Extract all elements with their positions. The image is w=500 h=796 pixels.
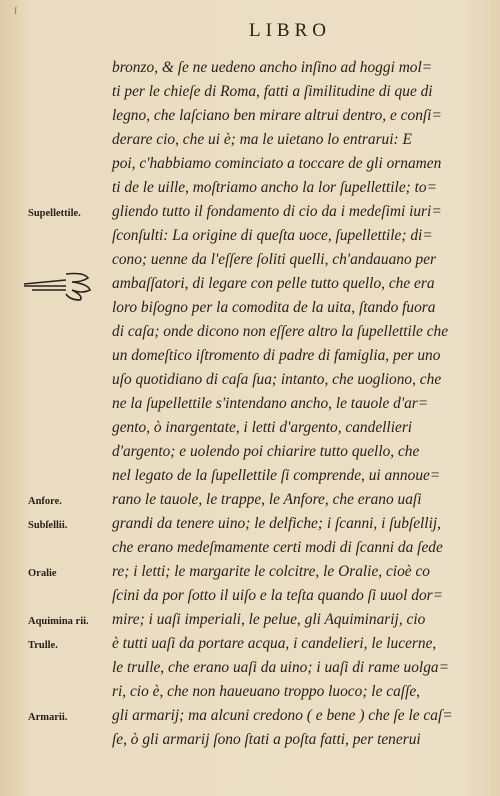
text-line: grandi da tenere uino; le delfiche; i ſcanni, i ſubſellij, xyxy=(112,515,441,532)
text-line: un domeſtico iſtromento di padre di famiglia, per uno xyxy=(112,347,441,364)
text-line: d'argento; e uolendo poi chiarire tutto quello, che xyxy=(112,443,420,460)
text-line: è tutti uaſi da portare acqua, i candelieri, le lucerne, xyxy=(112,635,437,652)
text-line: ſconſulti: La origine di queſta uoce, ſupellettile; di= xyxy=(112,227,433,244)
text-line: mire; i uaſi imperiali, le pelue, gli Aquiminarij, cio xyxy=(112,611,426,628)
text-line: le trulle, che erano uaſi da uino; i uaſi di rame uolga= xyxy=(112,659,449,676)
text-line: ti per le chieſe di Roma, fatti a ſimilitudine di que di xyxy=(112,83,433,100)
running-header: LIBRO xyxy=(249,20,331,41)
corner-mark: f xyxy=(14,6,18,17)
text-line: ti de le uille, moſtriamo ancho la lor ſupellettile; to= xyxy=(112,179,437,196)
text-line: loro biſogno per la comodita de la uita, ſtando fuora xyxy=(112,299,436,316)
text-line: gliendo tutto il fondamento di cio da i medeſimi iuri= xyxy=(112,203,442,220)
text-line: che erano medeſmamente certi modi di ſcanni da ſede xyxy=(112,539,443,556)
text-line: bronzo, & ſe ne uedeno ancho inſino ad hoggi mol= xyxy=(112,59,433,76)
text-line: re; i letti; le margarite le colcitre, le Oralie, cioè co xyxy=(112,563,430,580)
text-line: legno, che laſciano ben mirare altrui dentro, e conſi= xyxy=(112,107,442,124)
text-line: gli armarij; ma alcuni credono ( e bene ) che ſe le caſ= xyxy=(112,707,453,724)
text-line: di caſa; onde dicono non eſſere altro la ſupellettile che xyxy=(112,323,449,340)
text-line: ambaſſatori, di legare con pelle tutto quello, che era xyxy=(112,275,435,292)
margin-note-trulle: Trulle. xyxy=(28,640,58,651)
margin-note-anfore: Anfore. xyxy=(28,496,62,507)
margin-note-oralie: Oralie xyxy=(28,568,57,579)
text-line: nel legato de la ſupellettile ſi comprende, ui annoue= xyxy=(112,467,441,484)
margin-note-aquiminarii: Aquimina rii. xyxy=(28,616,89,627)
text-line: ri, cio è, che non haueuano troppo luoco; le caſſe, xyxy=(112,683,421,700)
text-line: ſe, ò gli armarij ſono ſtati a poſta fatti, per tenerui xyxy=(112,731,421,748)
manicule-icon xyxy=(22,262,102,302)
text-line: ſcini da por ſotto il uiſo e la teſta quando ſi uuol dor= xyxy=(112,587,444,604)
margin-note-supellettile: Supellettile. xyxy=(28,208,81,219)
text-line: gento, ò inargentate, i letti d'argento, candellieri xyxy=(112,419,413,436)
margin-note-armarii: Armarii. xyxy=(28,712,68,723)
text-line: ne la ſupellettile s'intendano ancho, le tauole d'ar= xyxy=(112,395,429,412)
text-line: rano le tauole, le trappe, le Anfore, che erano uaſi xyxy=(112,491,422,508)
body-text xyxy=(112,56,484,752)
text-line: uſo quotidiano di caſa ſua; intanto, che uogliono, che xyxy=(112,371,442,388)
margin-note-subsellii: Subſellii. xyxy=(28,520,68,531)
text-line: derare cio, che ui è; ma le uietano lo entrarui: E xyxy=(112,131,412,148)
text-line: cono; uenne da l'eſſere ſoliti quelli, ch'andauano per xyxy=(112,251,437,268)
text-line: poi, c'habbiamo cominciato a toccare de gli ornamen xyxy=(112,155,442,172)
